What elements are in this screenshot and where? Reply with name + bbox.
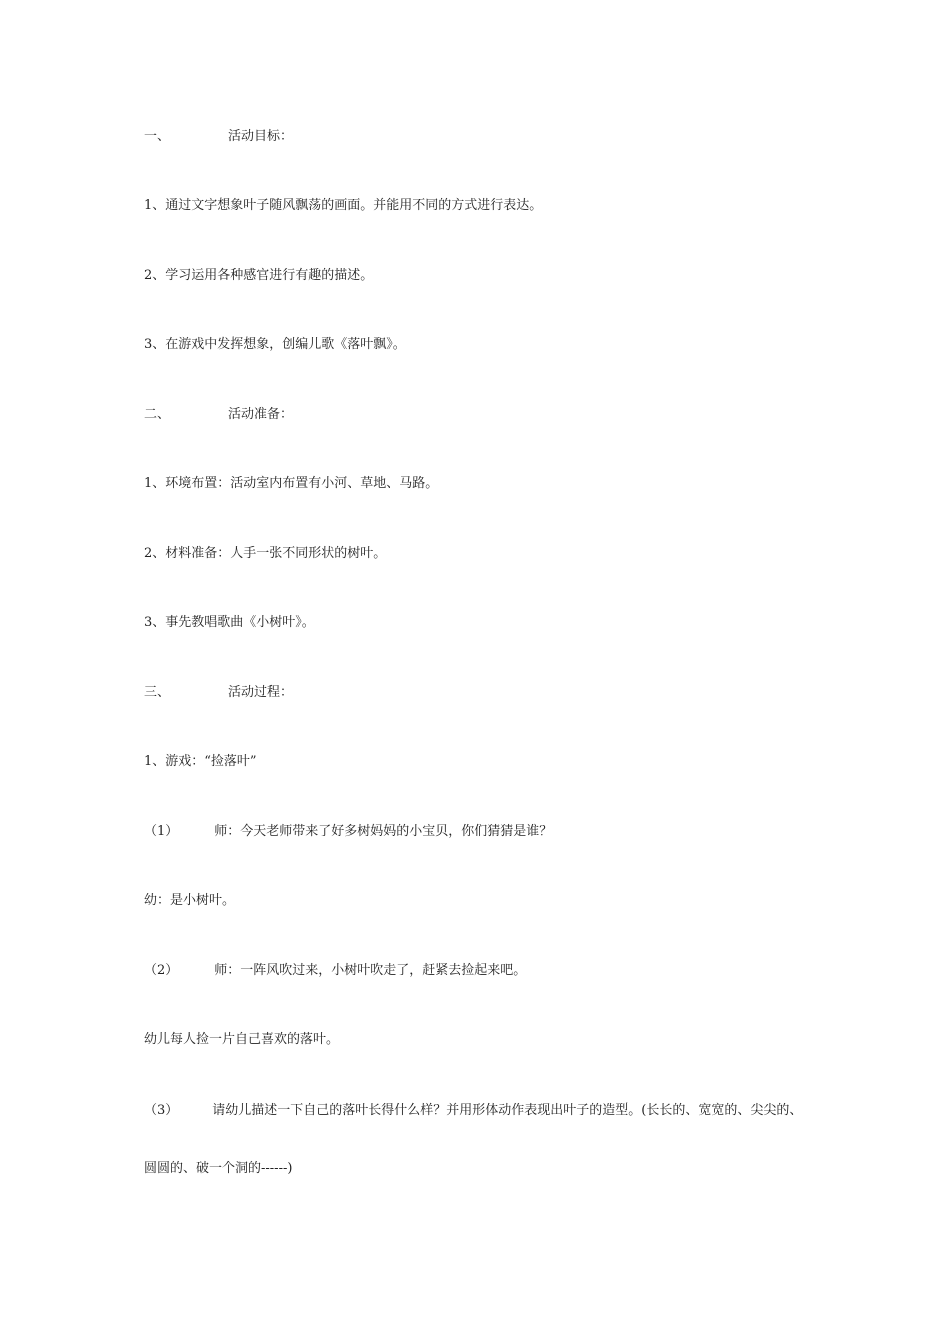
section-title: 活动准备： — [228, 407, 294, 422]
step-marker: （1） — [144, 824, 179, 839]
step-text: 请幼儿描述一下自己的落叶长得什么样？并用形体动作表现出叶子的造型。(长长的、宽宽的、尖尖的、圆圆的、破一个洞的------) — [144, 1103, 803, 1176]
child-action: 幼儿每人捡一片自己喜欢的落叶。 — [144, 1032, 340, 1047]
process-step-2 — [144, 962, 526, 980]
section-heading-process — [144, 684, 293, 702]
section-marker: 二、 — [144, 407, 171, 422]
preparation-item: 1、环境布置：活动室内布置有小河、草地、马路。 — [144, 476, 439, 491]
section-marker: 三、 — [144, 685, 171, 700]
process-game-title: 1、游戏：“捡落叶” — [144, 754, 257, 769]
step-marker: （2） — [144, 963, 179, 978]
section-title: 活动过程： — [228, 685, 294, 700]
section-marker: 一、 — [144, 129, 171, 144]
child-answer: 幼：是小树叶。 — [144, 893, 236, 908]
section-heading-preparation — [144, 406, 293, 424]
step-text: 师：今天老师带来了好多树妈妈的小宝贝，你们猜猜是谁？ — [214, 824, 553, 839]
preparation-item: 2、材料准备：人手一张不同形状的树叶。 — [144, 546, 387, 561]
section-title: 活动目标： — [228, 129, 294, 144]
goal-item: 3、在游戏中发挥想象，创编儿歌《落叶飘》。 — [144, 337, 406, 352]
section-heading-goals — [144, 128, 293, 146]
goal-item: 2、学习运用各种感官进行有趣的描述。 — [144, 268, 374, 283]
goal-item: 1、通过文字想象叶子随风飘荡的画面。并能用不同的方式进行表达。 — [144, 198, 543, 213]
process-step-1 — [144, 823, 552, 841]
step-text: 师：一阵风吹过来，小树叶吹走了，赶紧去捡起来吧。 — [214, 963, 527, 978]
preparation-item: 3、事先教唱歌曲《小树叶》。 — [144, 615, 315, 630]
process-step-3 — [144, 1082, 814, 1198]
step-marker: （3） — [144, 1103, 179, 1118]
